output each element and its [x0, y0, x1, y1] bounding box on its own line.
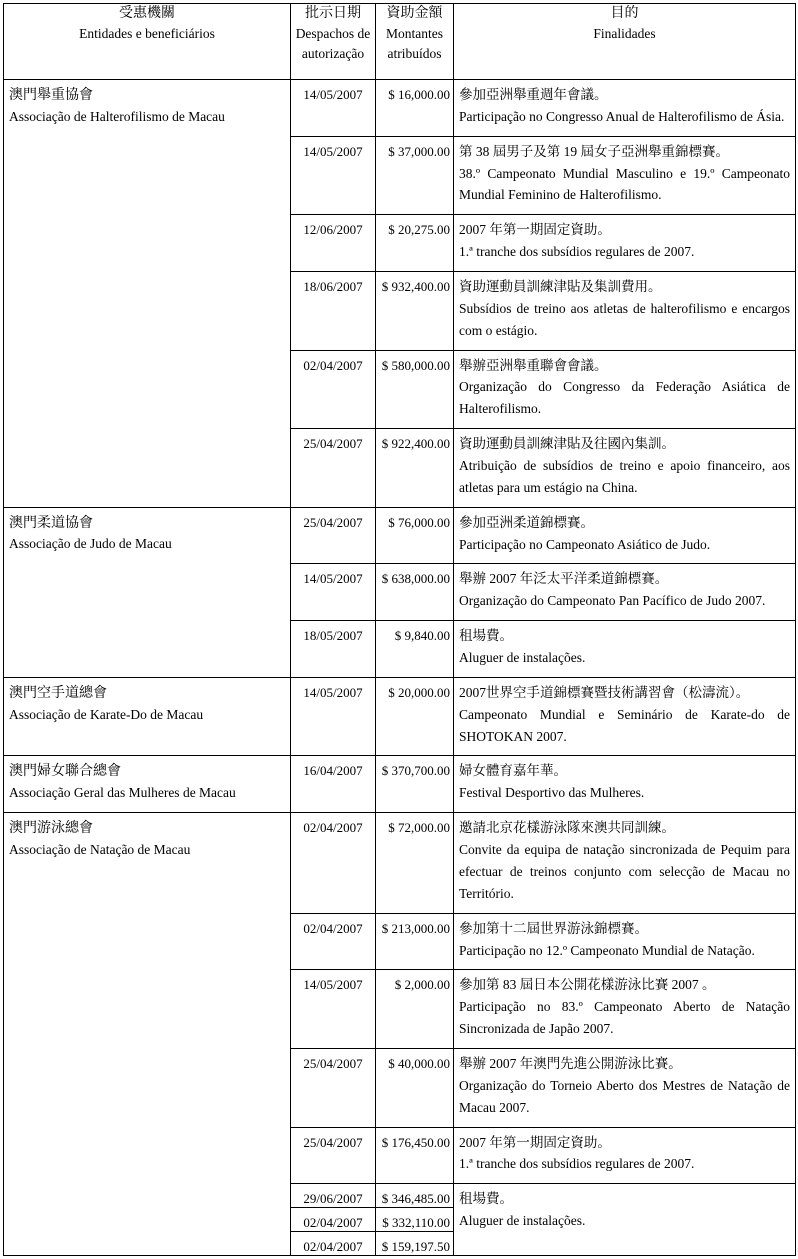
subsidy-amount: $ 922,400.00: [376, 429, 454, 508]
subsidy-amount: $ 580,000.00: [376, 350, 454, 429]
header-date-pt: Despachos de autorização: [295, 26, 371, 61]
subsidy-amount: $ 159,197.50: [376, 1232, 454, 1256]
authorization-date: 18/06/2007: [291, 272, 376, 351]
purpose-zh: 2007 年第一期固定資助。: [459, 222, 611, 238]
entity-name-pt: Associação de Halterofilismo de Macau: [9, 108, 225, 124]
authorization-date: 02/04/2007: [291, 350, 376, 429]
purpose-pt: Festival Desportivo das Mulheres.: [459, 785, 645, 801]
purpose-zh: 2007 年第一期固定資助。: [459, 1134, 611, 1150]
authorization-date: 14/05/2007: [291, 677, 376, 756]
entity-cell: [4, 756, 291, 813]
subsidy-amount: $ 72,000.00: [376, 813, 454, 913]
purpose-cell: [454, 756, 796, 813]
purpose-pt: Campeonato Mundial e Seminário de Karate-do de SHOTOKAN 2007.: [459, 706, 790, 744]
entity-cell: [4, 80, 291, 508]
subsidy-amount: $ 20,275.00: [376, 215, 454, 272]
subsidy-amount: $ 20,000.00: [376, 677, 454, 756]
col-header-date: [291, 4, 376, 80]
header-amount-zh: 資助金額: [386, 6, 443, 21]
authorization-date: 14/05/2007: [291, 564, 376, 621]
header-purpose-pt: Finalidades: [593, 26, 656, 42]
purpose-zh: 租場費。: [459, 1191, 513, 1207]
purpose-pt: 38.º Campeonato Mundial Masculino e 19.º Campeonato Mundial Feminino de Halterofilismo.: [459, 165, 790, 203]
purpose-zh: 參加第 83 屆日本公開花樣游泳比賽 2007 。: [459, 977, 716, 993]
purpose-pt: Participação no 12.º Campeonato Mundial de Natação.: [459, 942, 755, 958]
subsidy-amount: $ 16,000.00: [376, 80, 454, 137]
subsidy-amount: $ 76,000.00: [376, 507, 454, 564]
purpose-pt: Aluguer de instalações.: [459, 650, 586, 666]
col-header-purpose: [454, 4, 796, 80]
subsidy-table: [3, 3, 796, 1256]
header-entity-pt: Entidades e beneficiários: [79, 26, 215, 42]
entity-cell: [4, 507, 291, 677]
purpose-pt: Participação no Congresso Anual de Halterofilismo de Ásia.: [459, 108, 785, 124]
authorization-date: 02/04/2007: [291, 813, 376, 913]
purpose-cell: [454, 1184, 796, 1256]
subsidy-row: [4, 813, 796, 913]
authorization-date: 16/04/2007: [291, 756, 376, 813]
entity-cell: [4, 677, 291, 756]
purpose-cell: [454, 429, 796, 508]
purpose-pt: Organização do Campeonato Pan Pacífico de Judo 2007.: [459, 593, 766, 609]
purpose-pt: Organização do Congresso da Federação Asiática de Halterofilismo.: [459, 379, 790, 417]
purpose-cell: [454, 1048, 796, 1127]
authorization-date: 02/04/2007: [291, 913, 376, 970]
purpose-cell: [454, 913, 796, 970]
purpose-zh: 租場費。: [459, 628, 513, 644]
purpose-cell: [454, 507, 796, 564]
purpose-cell: [454, 272, 796, 351]
authorization-date: 25/04/2007: [291, 429, 376, 508]
purpose-cell: [454, 813, 796, 913]
subsidy-amount: $ 638,000.00: [376, 564, 454, 621]
entity-name-pt: Associação de Judo de Macau: [9, 536, 172, 552]
entity-name-pt: Associação Geral das Mulheres de Macau: [9, 785, 236, 801]
authorization-date: 25/04/2007: [291, 507, 376, 564]
purpose-zh: 資助運動員訓練津貼及集訓費用。: [459, 279, 662, 295]
col-header-amount: [376, 4, 454, 80]
subsidy-amount: $ 370,700.00: [376, 756, 454, 813]
entity-cell: [4, 813, 291, 1256]
authorization-date: 02/04/2007: [291, 1232, 376, 1256]
header-date-zh: 批示日期: [305, 6, 361, 21]
purpose-pt: Aluguer de instalações.: [459, 1213, 586, 1229]
subsidy-row: [4, 756, 796, 813]
authorization-date: 18/05/2007: [291, 621, 376, 678]
authorization-date: 25/04/2007: [291, 1048, 376, 1127]
purpose-pt: Participação no Campeonato Asiático de Judo.: [459, 536, 711, 552]
purpose-zh: 舉辦 2007 年泛太平洋柔道錦標賽。: [459, 571, 669, 587]
purpose-pt: Convite da equipa de natação sincronizada de Pequim para efectuar de treinos conjunto com selecção de Macau no Território.: [459, 842, 790, 901]
purpose-zh: 舉辦 2007 年澳門先進公開游泳比賽。: [459, 1055, 682, 1071]
subsidy-row: [4, 80, 796, 137]
purpose-zh: 第 38 屆男子及第 19 屆女子亞洲舉重錦標賽。: [459, 143, 729, 159]
purpose-zh: 參加亞洲舉重週年會議。: [459, 87, 608, 102]
purpose-pt: 1.ª tranche dos subsídios regulares de 2007.: [459, 1156, 695, 1172]
subsidy-amount: $ 932,400.00: [376, 272, 454, 351]
purpose-cell: [454, 1127, 796, 1184]
subsidy-row: [4, 507, 796, 564]
subsidy-amount: $ 9,840.00: [376, 621, 454, 678]
table-body: [4, 80, 796, 1256]
purpose-cell: [454, 136, 796, 215]
subsidy-amount: $ 213,000.00: [376, 913, 454, 970]
purpose-zh: 婦女體育嘉年華。: [459, 763, 567, 779]
entity-name-zh: 澳門舉重協會: [9, 88, 93, 103]
purpose-pt: 1.ª tranche dos subsídios regulares de 2007.: [459, 244, 695, 260]
purpose-cell: [454, 564, 796, 621]
authorization-date: 25/04/2007: [291, 1127, 376, 1184]
entity-name-zh: 澳門空手道總會: [9, 685, 107, 701]
purpose-zh: 舉辦亞洲舉重聯會會議。: [459, 357, 608, 373]
purpose-cell: [454, 677, 796, 756]
purpose-zh: 邀請北京花樣游泳隊來澳共同訓練。: [459, 820, 675, 836]
authorization-date: 14/05/2007: [291, 136, 376, 215]
subsidy-amount: $ 332,110.00: [376, 1208, 454, 1232]
authorization-date: 14/05/2007: [291, 80, 376, 137]
subsidy-amount: $ 346,485.00: [376, 1184, 454, 1208]
entity-name-pt: Associação de Natação de Macau: [9, 841, 191, 857]
purpose-pt: Atribuição de subsídios de treino e apoio financeiro, aos atletas para um estágio na China.: [459, 458, 790, 495]
subsidy-amount: $ 176,450.00: [376, 1127, 454, 1184]
header-amount-pt: Montantes atribuídos: [386, 26, 443, 61]
col-header-entity: [4, 4, 291, 80]
entity-name-zh: 澳門柔道協會: [9, 515, 93, 531]
authorization-date: 14/05/2007: [291, 970, 376, 1049]
purpose-pt: Participação no 83.º Campeonato Aberto de Natação Sincronizada de Japão 2007.: [459, 999, 790, 1037]
subsidy-amount: $ 40,000.00: [376, 1048, 454, 1127]
purpose-pt: Organização do Torneio Aberto dos Mestres de Natação de Macau 2007.: [459, 1077, 790, 1115]
header-purpose-zh: 目的: [610, 6, 639, 21]
entity-name-zh: 澳門游泳總會: [9, 821, 93, 837]
entity-name-zh: 澳門婦女聯合總會: [9, 764, 121, 780]
purpose-cell: [454, 970, 796, 1049]
table-header: [4, 4, 796, 80]
purpose-zh: 2007世界空手道錦標賽暨技術講習會（松濤流）。: [459, 684, 750, 700]
purpose-zh: 參加第十二屆世界游泳錦標賽。: [459, 920, 648, 936]
purpose-zh: 參加亞洲柔道錦標賽。: [459, 514, 594, 530]
header-row: [4, 4, 796, 80]
purpose-cell: [454, 350, 796, 429]
authorization-date: 29/06/2007: [291, 1184, 376, 1208]
entity-name-pt: Associação de Karate-Do de Macau: [9, 706, 204, 722]
subsidy-row: [4, 677, 796, 756]
purpose-pt: Subsídios de treino aos atletas de halterofilismo e encargos com o estágio.: [459, 300, 790, 338]
authorization-date: 12/06/2007: [291, 215, 376, 272]
purpose-cell: [454, 80, 796, 137]
purpose-zh: 資助運動員訓練津貼及往國內集訓。: [459, 436, 675, 452]
purpose-cell: [454, 621, 796, 678]
authorization-date: 02/04/2007: [291, 1208, 376, 1232]
subsidy-amount: $ 2,000.00: [376, 970, 454, 1049]
purpose-cell: [454, 215, 796, 272]
subsidy-amount: $ 37,000.00: [376, 136, 454, 215]
header-entity-zh: 受惠機關: [119, 6, 175, 21]
